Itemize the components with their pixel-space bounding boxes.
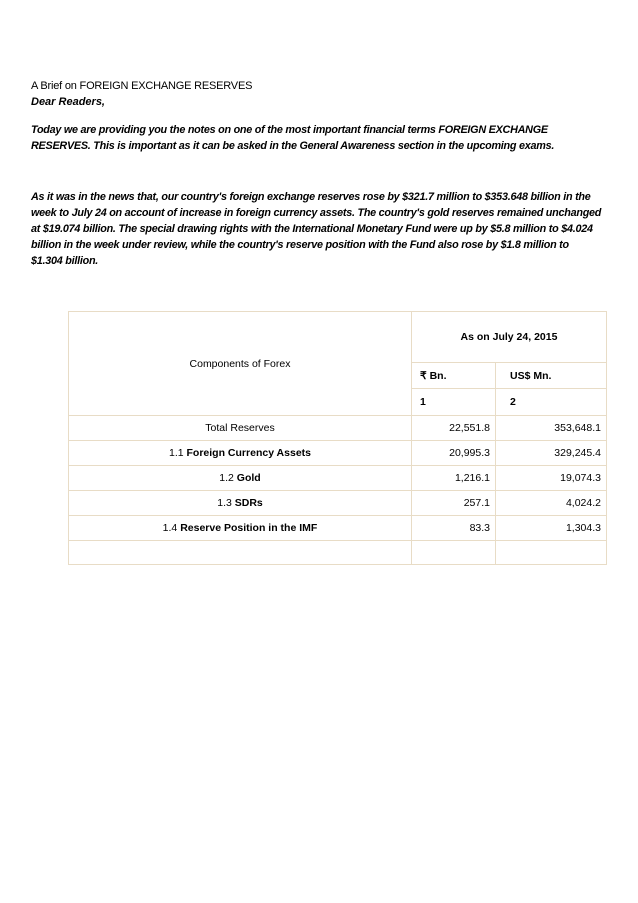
rs-bn-value: 22,551.8 <box>412 416 496 441</box>
row-label-bold: SDRs <box>234 497 263 509</box>
row-label-text: 1.2 <box>219 472 237 484</box>
usd-mn-value: 4,024.2 <box>496 491 607 516</box>
empty-cell <box>412 541 496 565</box>
row-label <box>69 416 412 441</box>
rs-bn-value: 20,995.3 <box>412 441 496 466</box>
table-row <box>69 416 607 441</box>
table-row <box>69 441 607 466</box>
row-label-bold: Reserve Position in the IMF <box>180 522 318 534</box>
column-number-1: 1 <box>412 389 496 416</box>
rs-bn-value: 1,216.1 <box>412 466 496 491</box>
row-label <box>69 516 412 541</box>
row-label-text: 1.1 <box>169 447 187 459</box>
row-label <box>69 466 412 491</box>
components-header: Components of Forex <box>69 312 412 416</box>
greeting: Dear Readers, <box>31 96 105 108</box>
table-row <box>69 466 607 491</box>
usd-mn-value: 353,648.1 <box>496 416 607 441</box>
rs-bn-value: 83.3 <box>412 516 496 541</box>
usd-mn-value: 1,304.3 <box>496 516 607 541</box>
empty-cell <box>496 541 607 565</box>
row-label <box>69 491 412 516</box>
usd-mn-value: 329,245.4 <box>496 441 607 466</box>
empty-row <box>69 541 607 565</box>
row-label <box>69 441 412 466</box>
column-number-2: 2 <box>496 389 607 416</box>
row-label-bold: Foreign Currency Assets <box>186 447 311 459</box>
usd-mn-value: 19,074.3 <box>496 466 607 491</box>
table-row <box>69 491 607 516</box>
table-row <box>69 516 607 541</box>
row-label-bold: Gold <box>236 472 261 484</box>
row-label-text: 1.4 <box>162 522 181 534</box>
document-title: A Brief on FOREIGN EXCHANGE RESERVES <box>31 80 253 92</box>
empty-cell <box>69 541 412 565</box>
unit-usd-header: US$ Mn. <box>496 363 607 389</box>
as-on-header: As on July 24, 2015 <box>412 312 607 363</box>
intro-paragraph: Today we are providing you the notes on one of the most important financial terms FOREIGN EXCHANGE RESERVES. This is important as it can be asked in the General Awareness section in the upcoming exams. <box>31 124 555 152</box>
unit-rs-header: ₹ Bn. <box>412 363 496 389</box>
row-label-text: Total Reserves <box>205 422 275 434</box>
forex-table <box>68 311 607 565</box>
row-label-text: 1.3 <box>217 497 235 509</box>
news-paragraph: As it was in the news that, our country's foreign exchange reserves rose by $321.7 million to $353.648 billion in the week to July 24 on account of increase in foreign currency assets. The country's gold reserves remained unchanged at $19.074 billion. The special drawing rights with the International Monetary Fund were up by $5.8 million to $4.024 billion in the week under review, while the country's reserve position with the Fund also rose by $1.8 million to $1.304 billion. <box>31 191 602 267</box>
rs-bn-value: 257.1 <box>412 491 496 516</box>
